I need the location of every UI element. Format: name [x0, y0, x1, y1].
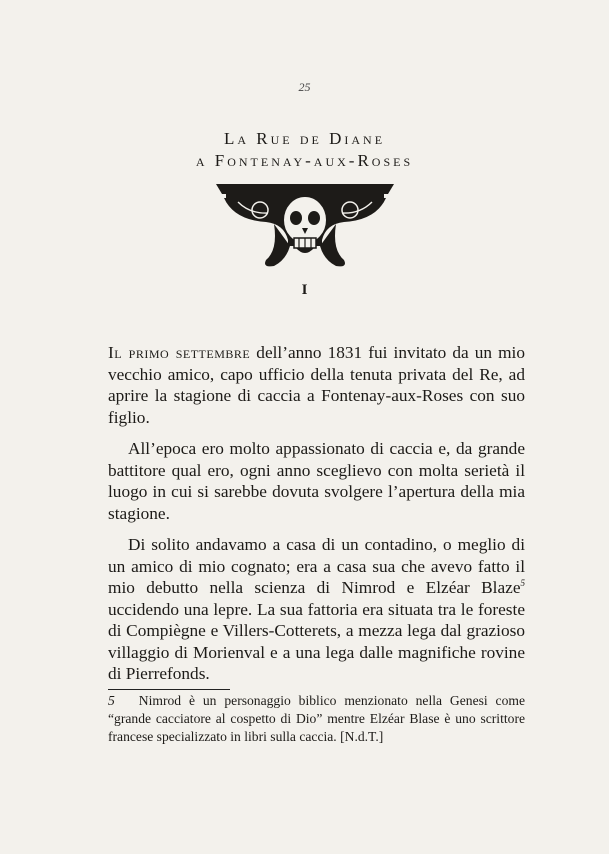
- body-text: [108, 342, 525, 695]
- section-numeral: I: [301, 282, 308, 298]
- footnote-divider: [108, 689, 230, 690]
- paragraph-1-lead: Il primo settembre: [108, 343, 251, 362]
- footnote-text: Nimrod è un personaggio biblico menzionato nella Genesi come “grande cacciatore al cospetto di Dio” mentre Elzéar Blase è uno scrittore francese specializzato in libri sulla caccia. [N.d.T.]: [108, 693, 525, 744]
- paragraph-3-text-b: uccidendo una lepre. La sua fattoria era situata tra le foreste di Compiègne e Villers-Cotterets, a mezza lega dal grazioso villaggio di Morienval e a una lega dalle magnifiche rovine di Pierrefonds.: [108, 599, 525, 683]
- paragraph-1: [108, 342, 525, 428]
- skull-ornament-icon: [214, 180, 396, 272]
- chapter-title: [0, 128, 609, 172]
- paragraph-3-text-a: Di solito andavamo a casa di un contadino, o meglio di un amico di mio cognato; era a casa sua che avevo fatto il mio debutto nella scienza di Nimrod e Elzéar Blaze: [108, 535, 525, 597]
- paragraph-2: All’epoca ero molto appassionato di caccia e, da grande battitore qual ero, ogni anno sceglievo con molta serietà il luogo in cui si sarebbe dovuta svolgere l’apertura della mia stagione.: [108, 439, 525, 523]
- footnote-reference[interactable]: 5: [520, 578, 525, 589]
- footnote: [108, 692, 525, 746]
- footnote-number: 5: [108, 693, 115, 708]
- paragraph-1-text: dell’anno 1831 fui invitato da un mio vecchio amico, capo ufficio della tenuta privata del Re, ad aprire la stagione di caccia a Fontenay-aux-Roses con suo figlio.: [108, 343, 525, 427]
- chapter-title-line1: La Rue de Diane: [223, 129, 386, 148]
- chapter-title-line2: a Fontenay-aux-Roses: [195, 151, 414, 170]
- paragraph-3: [108, 534, 525, 685]
- page-number: 25: [298, 80, 311, 94]
